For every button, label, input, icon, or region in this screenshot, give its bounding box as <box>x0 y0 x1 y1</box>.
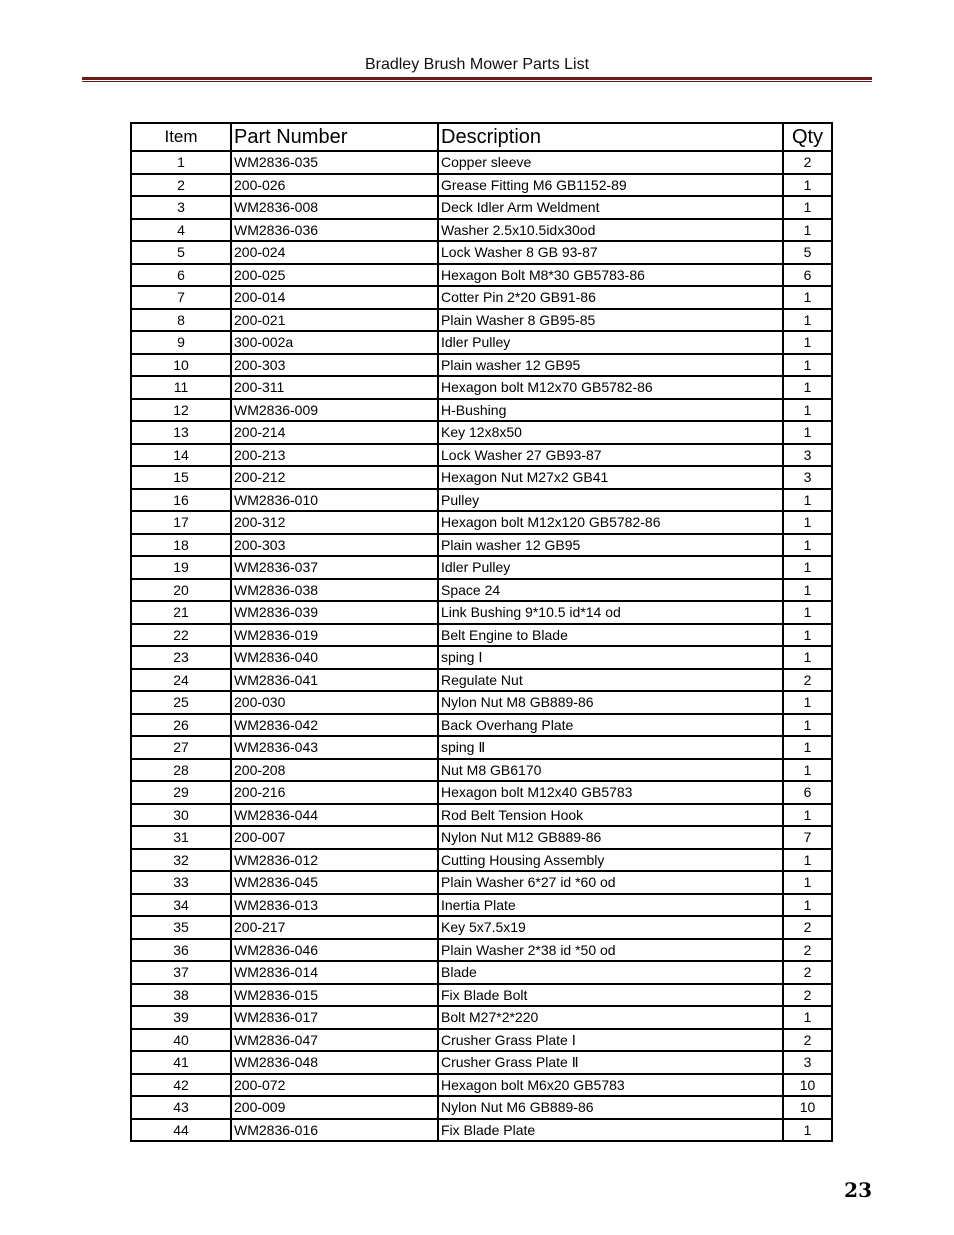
cell-description: Hexagon bolt M12x120 GB5782-86 <box>438 511 783 534</box>
table-row <box>131 556 832 579</box>
cell-description: Copper sleeve <box>438 151 783 174</box>
cell-qty: 2 <box>783 669 832 692</box>
table-row <box>131 219 832 242</box>
cell-qty: 1 <box>783 309 832 332</box>
cell-item: 41 <box>131 1051 231 1074</box>
cell-qty: 1 <box>783 556 832 579</box>
cell-description: Plain Washer 6*27 id *60 od <box>438 871 783 894</box>
cell-description: Grease Fitting M6 GB1152-89 <box>438 174 783 197</box>
cell-part-number: WM2836-017 <box>231 1006 438 1029</box>
table-row <box>131 871 832 894</box>
table-row <box>131 421 832 444</box>
table-row <box>131 399 832 422</box>
cell-qty: 2 <box>783 984 832 1007</box>
cell-description: Lock Washer 8 GB 93-87 <box>438 241 783 264</box>
page-header-title: Bradley Brush Mower Parts List <box>364 56 590 73</box>
table-row <box>131 534 832 557</box>
cell-item: 13 <box>131 421 231 444</box>
cell-part-number: WM2836-045 <box>231 871 438 894</box>
cell-part-number: WM2836-013 <box>231 894 438 917</box>
cell-part-number: 200-212 <box>231 466 438 489</box>
cell-part-number: 200-312 <box>231 511 438 534</box>
cell-part-number: 200-025 <box>231 264 438 287</box>
cell-qty: 1 <box>783 354 832 377</box>
cell-description: sping Ⅰ <box>438 646 783 669</box>
cell-item: 1 <box>131 151 231 174</box>
cell-qty: 1 <box>783 511 832 534</box>
cell-part-number: 200-026 <box>231 174 438 197</box>
cell-item: 11 <box>131 376 231 399</box>
cell-part-number: WM2836-048 <box>231 1051 438 1074</box>
cell-part-number: 200-021 <box>231 309 438 332</box>
table-row <box>131 849 832 872</box>
table-row <box>131 241 832 264</box>
cell-part-number: 200-072 <box>231 1074 438 1097</box>
cell-item: 4 <box>131 219 231 242</box>
table-row <box>131 174 832 197</box>
cell-part-number: WM2836-037 <box>231 556 438 579</box>
cell-part-number: WM2836-014 <box>231 961 438 984</box>
column-header-description: Description <box>438 123 783 151</box>
cell-description: Nylon Nut M8 GB889-86 <box>438 691 783 714</box>
table-row <box>131 444 832 467</box>
cell-item: 12 <box>131 399 231 422</box>
cell-qty: 2 <box>783 1029 832 1052</box>
cell-description: Regulate Nut <box>438 669 783 692</box>
table-row <box>131 669 832 692</box>
table-row <box>131 354 832 377</box>
table-row <box>131 286 832 309</box>
table-header-row <box>131 123 832 151</box>
cell-qty: 1 <box>783 376 832 399</box>
cell-description: Nut M8 GB6170 <box>438 759 783 782</box>
table-row <box>131 984 832 1007</box>
cell-part-number: 200-024 <box>231 241 438 264</box>
cell-part-number: 200-007 <box>231 826 438 849</box>
cell-part-number: 200-030 <box>231 691 438 714</box>
cell-qty: 1 <box>783 286 832 309</box>
cell-qty: 7 <box>783 826 832 849</box>
cell-item: 10 <box>131 354 231 377</box>
cell-part-number: WM2836-040 <box>231 646 438 669</box>
cell-item: 20 <box>131 579 231 602</box>
cell-description: Fix Blade Plate <box>438 1119 783 1142</box>
table-row <box>131 196 832 219</box>
cell-qty: 1 <box>783 1119 832 1142</box>
cell-item: 15 <box>131 466 231 489</box>
cell-description: Hexagon bolt M12x70 GB5782-86 <box>438 376 783 399</box>
cell-qty: 3 <box>783 444 832 467</box>
cell-item: 5 <box>131 241 231 264</box>
cell-qty: 1 <box>783 804 832 827</box>
cell-part-number: WM2836-042 <box>231 714 438 737</box>
table-row <box>131 826 832 849</box>
table-row <box>131 961 832 984</box>
cell-qty: 2 <box>783 916 832 939</box>
table-row <box>131 1006 832 1029</box>
cell-part-number: WM2836-012 <box>231 849 438 872</box>
cell-part-number: WM2836-047 <box>231 1029 438 1052</box>
table-row <box>131 736 832 759</box>
table-row <box>131 601 832 624</box>
cell-description: Deck Idler Arm Weldment <box>438 196 783 219</box>
cell-qty: 6 <box>783 264 832 287</box>
cell-qty: 5 <box>783 241 832 264</box>
cell-qty: 2 <box>783 151 832 174</box>
table-row <box>131 511 832 534</box>
cell-description: Plain Washer 8 GB95-85 <box>438 309 783 332</box>
cell-item: 32 <box>131 849 231 872</box>
cell-part-number: WM2836-041 <box>231 669 438 692</box>
cell-description: Belt Engine to Blade <box>438 624 783 647</box>
cell-item: 24 <box>131 669 231 692</box>
table-row <box>131 264 832 287</box>
cell-part-number: WM2836-036 <box>231 219 438 242</box>
cell-item: 7 <box>131 286 231 309</box>
cell-qty: 1 <box>783 894 832 917</box>
cell-qty: 2 <box>783 939 832 962</box>
cell-qty: 1 <box>783 579 832 602</box>
cell-qty: 1 <box>783 219 832 242</box>
cell-description: Bolt M27*2*220 <box>438 1006 783 1029</box>
cell-qty: 1 <box>783 174 832 197</box>
table-row <box>131 1051 832 1074</box>
cell-part-number: WM2836-015 <box>231 984 438 1007</box>
cell-description: Hexagon bolt M12x40 GB5783 <box>438 781 783 804</box>
column-header-item: Item <box>131 123 231 151</box>
cell-qty: 6 <box>783 781 832 804</box>
cell-part-number: 200-217 <box>231 916 438 939</box>
cell-item: 37 <box>131 961 231 984</box>
cell-qty: 1 <box>783 871 832 894</box>
cell-description: Crusher Grass Plate Ⅱ <box>438 1051 783 1074</box>
cell-description: Crusher Grass Plate Ⅰ <box>438 1029 783 1052</box>
cell-qty: 1 <box>783 759 832 782</box>
table-row <box>131 646 832 669</box>
cell-part-number: WM2836-038 <box>231 579 438 602</box>
cell-part-number: 200-311 <box>231 376 438 399</box>
column-header-part-number: Part Number <box>231 123 438 151</box>
table-row <box>131 624 832 647</box>
cell-qty: 1 <box>783 691 832 714</box>
cell-description: Washer 2.5x10.5idx30od <box>438 219 783 242</box>
table-row <box>131 759 832 782</box>
cell-part-number: WM2836-044 <box>231 804 438 827</box>
cell-item: 23 <box>131 646 231 669</box>
cell-description: Cutting Housing Assembly <box>438 849 783 872</box>
cell-item: 16 <box>131 489 231 512</box>
cell-part-number: WM2836-009 <box>231 399 438 422</box>
cell-item: 39 <box>131 1006 231 1029</box>
cell-qty: 1 <box>783 196 832 219</box>
table-row <box>131 714 832 737</box>
cell-item: 43 <box>131 1096 231 1119</box>
cell-description: Link Bushing 9*10.5 id*14 od <box>438 601 783 624</box>
cell-qty: 3 <box>783 1051 832 1074</box>
cell-item: 6 <box>131 264 231 287</box>
cell-qty: 2 <box>783 961 832 984</box>
cell-description: Inertia Plate <box>438 894 783 917</box>
cell-description: Pulley <box>438 489 783 512</box>
cell-description: Plain Washer 2*38 id *50 od <box>438 939 783 962</box>
cell-qty: 3 <box>783 466 832 489</box>
cell-item: 2 <box>131 174 231 197</box>
cell-qty: 1 <box>783 331 832 354</box>
table-row <box>131 579 832 602</box>
cell-item: 38 <box>131 984 231 1007</box>
cell-description: Space 24 <box>438 579 783 602</box>
table-row <box>131 939 832 962</box>
cell-description: Fix Blade Bolt <box>438 984 783 1007</box>
cell-description: Blade <box>438 961 783 984</box>
cell-description: Lock Washer 27 GB93-87 <box>438 444 783 467</box>
table-row <box>131 151 832 174</box>
cell-description: Nylon Nut M12 GB889-86 <box>438 826 783 849</box>
cell-description: H-Bushing <box>438 399 783 422</box>
cell-qty: 1 <box>783 646 832 669</box>
table-row <box>131 1029 832 1052</box>
cell-item: 8 <box>131 309 231 332</box>
cell-item: 44 <box>131 1119 231 1142</box>
cell-part-number: WM2836-035 <box>231 151 438 174</box>
cell-item: 3 <box>131 196 231 219</box>
cell-description: Hexagon Nut M27x2 GB41 <box>438 466 783 489</box>
cell-part-number: 200-216 <box>231 781 438 804</box>
cell-description: Cotter Pin 2*20 GB91-86 <box>438 286 783 309</box>
cell-item: 22 <box>131 624 231 647</box>
table-row <box>131 331 832 354</box>
parts-table-body <box>131 151 832 1141</box>
table-row <box>131 489 832 512</box>
cell-part-number: WM2836-008 <box>231 196 438 219</box>
cell-part-number: 200-303 <box>231 354 438 377</box>
cell-part-number: WM2836-010 <box>231 489 438 512</box>
table-row <box>131 309 832 332</box>
cell-qty: 1 <box>783 736 832 759</box>
parts-list-table <box>130 122 833 1142</box>
table-row <box>131 894 832 917</box>
cell-item: 35 <box>131 916 231 939</box>
cell-part-number: WM2836-043 <box>231 736 438 759</box>
cell-qty: 1 <box>783 421 832 444</box>
cell-description: Hexagon bolt M6x20 GB5783 <box>438 1074 783 1097</box>
cell-part-number: 300-002a <box>231 331 438 354</box>
cell-qty: 1 <box>783 714 832 737</box>
cell-part-number: 200-014 <box>231 286 438 309</box>
cell-description: Nylon Nut M6 GB889-86 <box>438 1096 783 1119</box>
cell-description: Key 5x7.5x19 <box>438 916 783 939</box>
cell-part-number: WM2836-039 <box>231 601 438 624</box>
table-row <box>131 916 832 939</box>
cell-qty: 1 <box>783 534 832 557</box>
cell-description: Hexagon Bolt M8*30 GB5783-86 <box>438 264 783 287</box>
cell-part-number: WM2836-019 <box>231 624 438 647</box>
table-row <box>131 466 832 489</box>
cell-item: 28 <box>131 759 231 782</box>
cell-item: 26 <box>131 714 231 737</box>
cell-item: 34 <box>131 894 231 917</box>
table-row <box>131 781 832 804</box>
cell-part-number: 200-208 <box>231 759 438 782</box>
cell-item: 36 <box>131 939 231 962</box>
cell-qty: 1 <box>783 399 832 422</box>
table-row <box>131 804 832 827</box>
table-row <box>131 1096 832 1119</box>
cell-description: Back Overhang Plate <box>438 714 783 737</box>
header-rule <box>82 77 872 80</box>
cell-part-number: 200-214 <box>231 421 438 444</box>
cell-qty: 1 <box>783 489 832 512</box>
cell-qty: 1 <box>783 601 832 624</box>
cell-part-number: 200-303 <box>231 534 438 557</box>
table-row <box>131 376 832 399</box>
table-row <box>131 691 832 714</box>
cell-description: Key 12x8x50 <box>438 421 783 444</box>
table-row <box>131 1119 832 1142</box>
cell-part-number: 200-213 <box>231 444 438 467</box>
cell-item: 30 <box>131 804 231 827</box>
cell-description: Plain washer 12 GB95 <box>438 534 783 557</box>
cell-qty: 1 <box>783 624 832 647</box>
cell-qty: 10 <box>783 1074 832 1097</box>
cell-description: Rod Belt Tension Hook <box>438 804 783 827</box>
cell-item: 31 <box>131 826 231 849</box>
cell-item: 29 <box>131 781 231 804</box>
cell-item: 40 <box>131 1029 231 1052</box>
table-row <box>131 1074 832 1097</box>
cell-qty: 1 <box>783 849 832 872</box>
cell-item: 19 <box>131 556 231 579</box>
cell-description: sping Ⅱ <box>438 736 783 759</box>
page-number: 23 <box>844 1178 872 1202</box>
cell-item: 42 <box>131 1074 231 1097</box>
cell-description: Plain washer 12 GB95 <box>438 354 783 377</box>
cell-item: 25 <box>131 691 231 714</box>
cell-qty: 1 <box>783 1006 832 1029</box>
cell-part-number: 200-009 <box>231 1096 438 1119</box>
cell-item: 17 <box>131 511 231 534</box>
cell-item: 33 <box>131 871 231 894</box>
cell-item: 18 <box>131 534 231 557</box>
cell-item: 9 <box>131 331 231 354</box>
column-header-qty: Qty <box>783 123 832 151</box>
cell-part-number: WM2836-016 <box>231 1119 438 1142</box>
cell-qty: 10 <box>783 1096 832 1119</box>
cell-item: 27 <box>131 736 231 759</box>
cell-item: 21 <box>131 601 231 624</box>
header-rule-thin <box>82 81 872 82</box>
cell-description: Idler Pulley <box>438 556 783 579</box>
cell-description: Idler Pulley <box>438 331 783 354</box>
cell-part-number: WM2836-046 <box>231 939 438 962</box>
cell-item: 14 <box>131 444 231 467</box>
